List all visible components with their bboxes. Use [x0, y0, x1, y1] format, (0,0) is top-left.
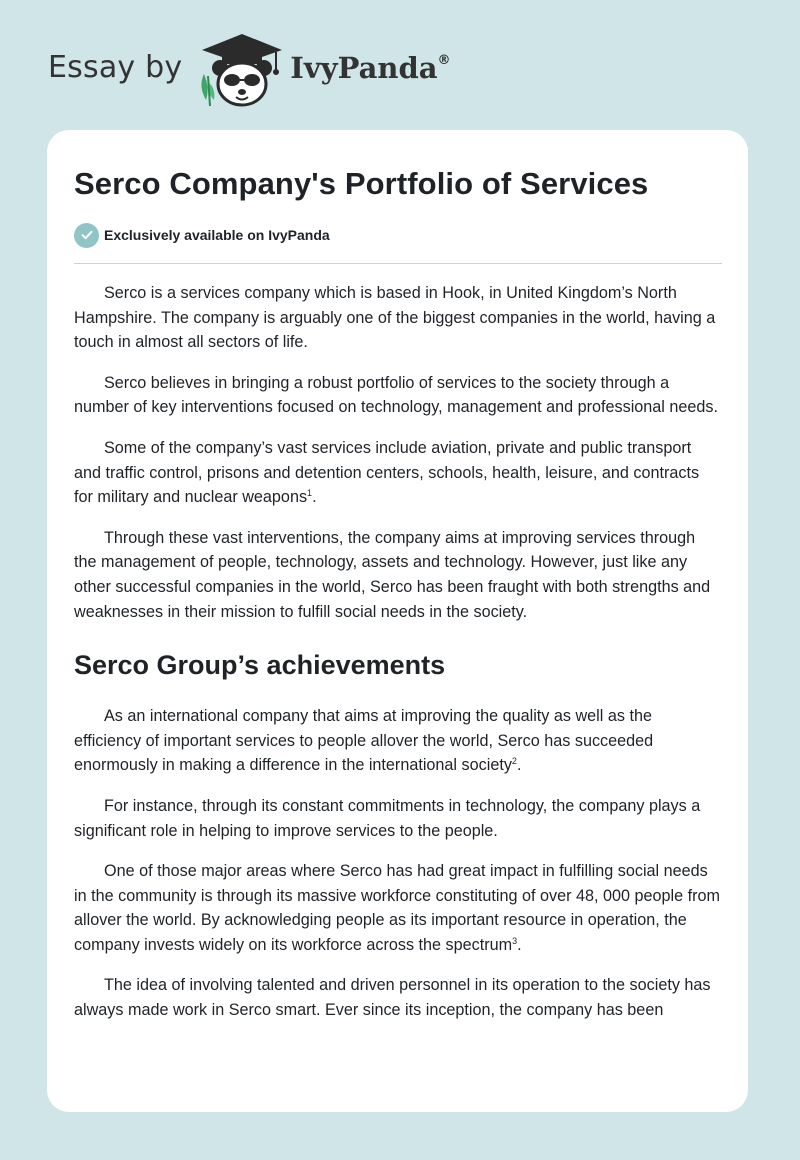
paragraph [74, 436, 722, 510]
site-header [48, 30, 648, 110]
paragraph [74, 859, 722, 957]
paragraph [74, 281, 722, 355]
brand-name [290, 51, 450, 85]
panda-logo-icon[interactable] [196, 30, 288, 110]
paragraph-text: One of those major areas where Serco has had great impact in fulfilling social needs in the community is through its massive workforce constituting of over 48, 000 people from allover the world. By acknowledging people as its important resource in operation, the company invests widely on its workforce across the spectrum [74, 862, 721, 954]
exclusive-badge [74, 222, 722, 248]
achievements-section [74, 704, 722, 1023]
paragraph-text: The idea of involving talented and driven personnel in its operation to the society has always made work in Serco smart. Ever since its inception, the company has been [74, 976, 711, 1020]
paragraph [74, 526, 722, 624]
paragraph-text: Serco is a services company which is based in Hook, in United Kingdom’s North Hampshire. The company is arguably one of the biggest companies in the world, having a touch in almost all sectors of life. [74, 284, 716, 352]
paragraph-text: Through these vast interventions, the company aims at improving services through the management of people, technology, assets and technology. However, just like any other successful companies in the world, Serco has been fraught with both strengths and weaknesses in their mission to fulfill social needs in the society. [74, 528, 711, 621]
paragraph-text: Some of the company’s vast services include aviation, private and public transport and traffic control, prisons and detention centers, schools, health, leisure, and contracts for military and nuclear weapons [74, 438, 700, 507]
brand-name-text: IvyPanda [290, 51, 438, 85]
essay-by-label: Essay by [48, 49, 183, 85]
paragraph-text: As an international company that aims at improving the quality as well as the efficiency of important services to people allover the world, Serco has succeeded enormously in making a difference in the international society [74, 707, 654, 775]
footnote-ref[interactable]: 2 [511, 756, 517, 767]
trademark-symbol: ® [437, 53, 451, 68]
paragraph-tail: . [517, 935, 522, 954]
paragraph-text: For instance, through its constant commitments in technology, the company plays a significant role in helping to improve services to the people. [74, 796, 701, 840]
section-heading: Serco Group’s achievements [74, 650, 446, 681]
title-divider [74, 263, 722, 264]
footnote-ref[interactable]: 3 [512, 935, 518, 946]
article-card [47, 130, 748, 1112]
intro-section [74, 281, 722, 624]
paragraph [74, 794, 722, 843]
check-circle-icon [74, 223, 99, 248]
paragraph [74, 704, 722, 778]
exclusive-badge-label: Exclusively available on IvyPanda [104, 227, 330, 243]
paragraph-tail: . [312, 488, 317, 507]
article-title: Serco Company's Portfolio of Services [74, 166, 649, 201]
paragraph-text: Serco believes in bringing a robust portfolio of services to the society through a number of key interventions focused on technology, management and professional needs. [74, 373, 719, 417]
footnote-ref[interactable]: 1 [307, 488, 313, 499]
paragraph-tail: . [516, 756, 522, 775]
paragraph [74, 973, 722, 1022]
paragraph [74, 371, 722, 420]
